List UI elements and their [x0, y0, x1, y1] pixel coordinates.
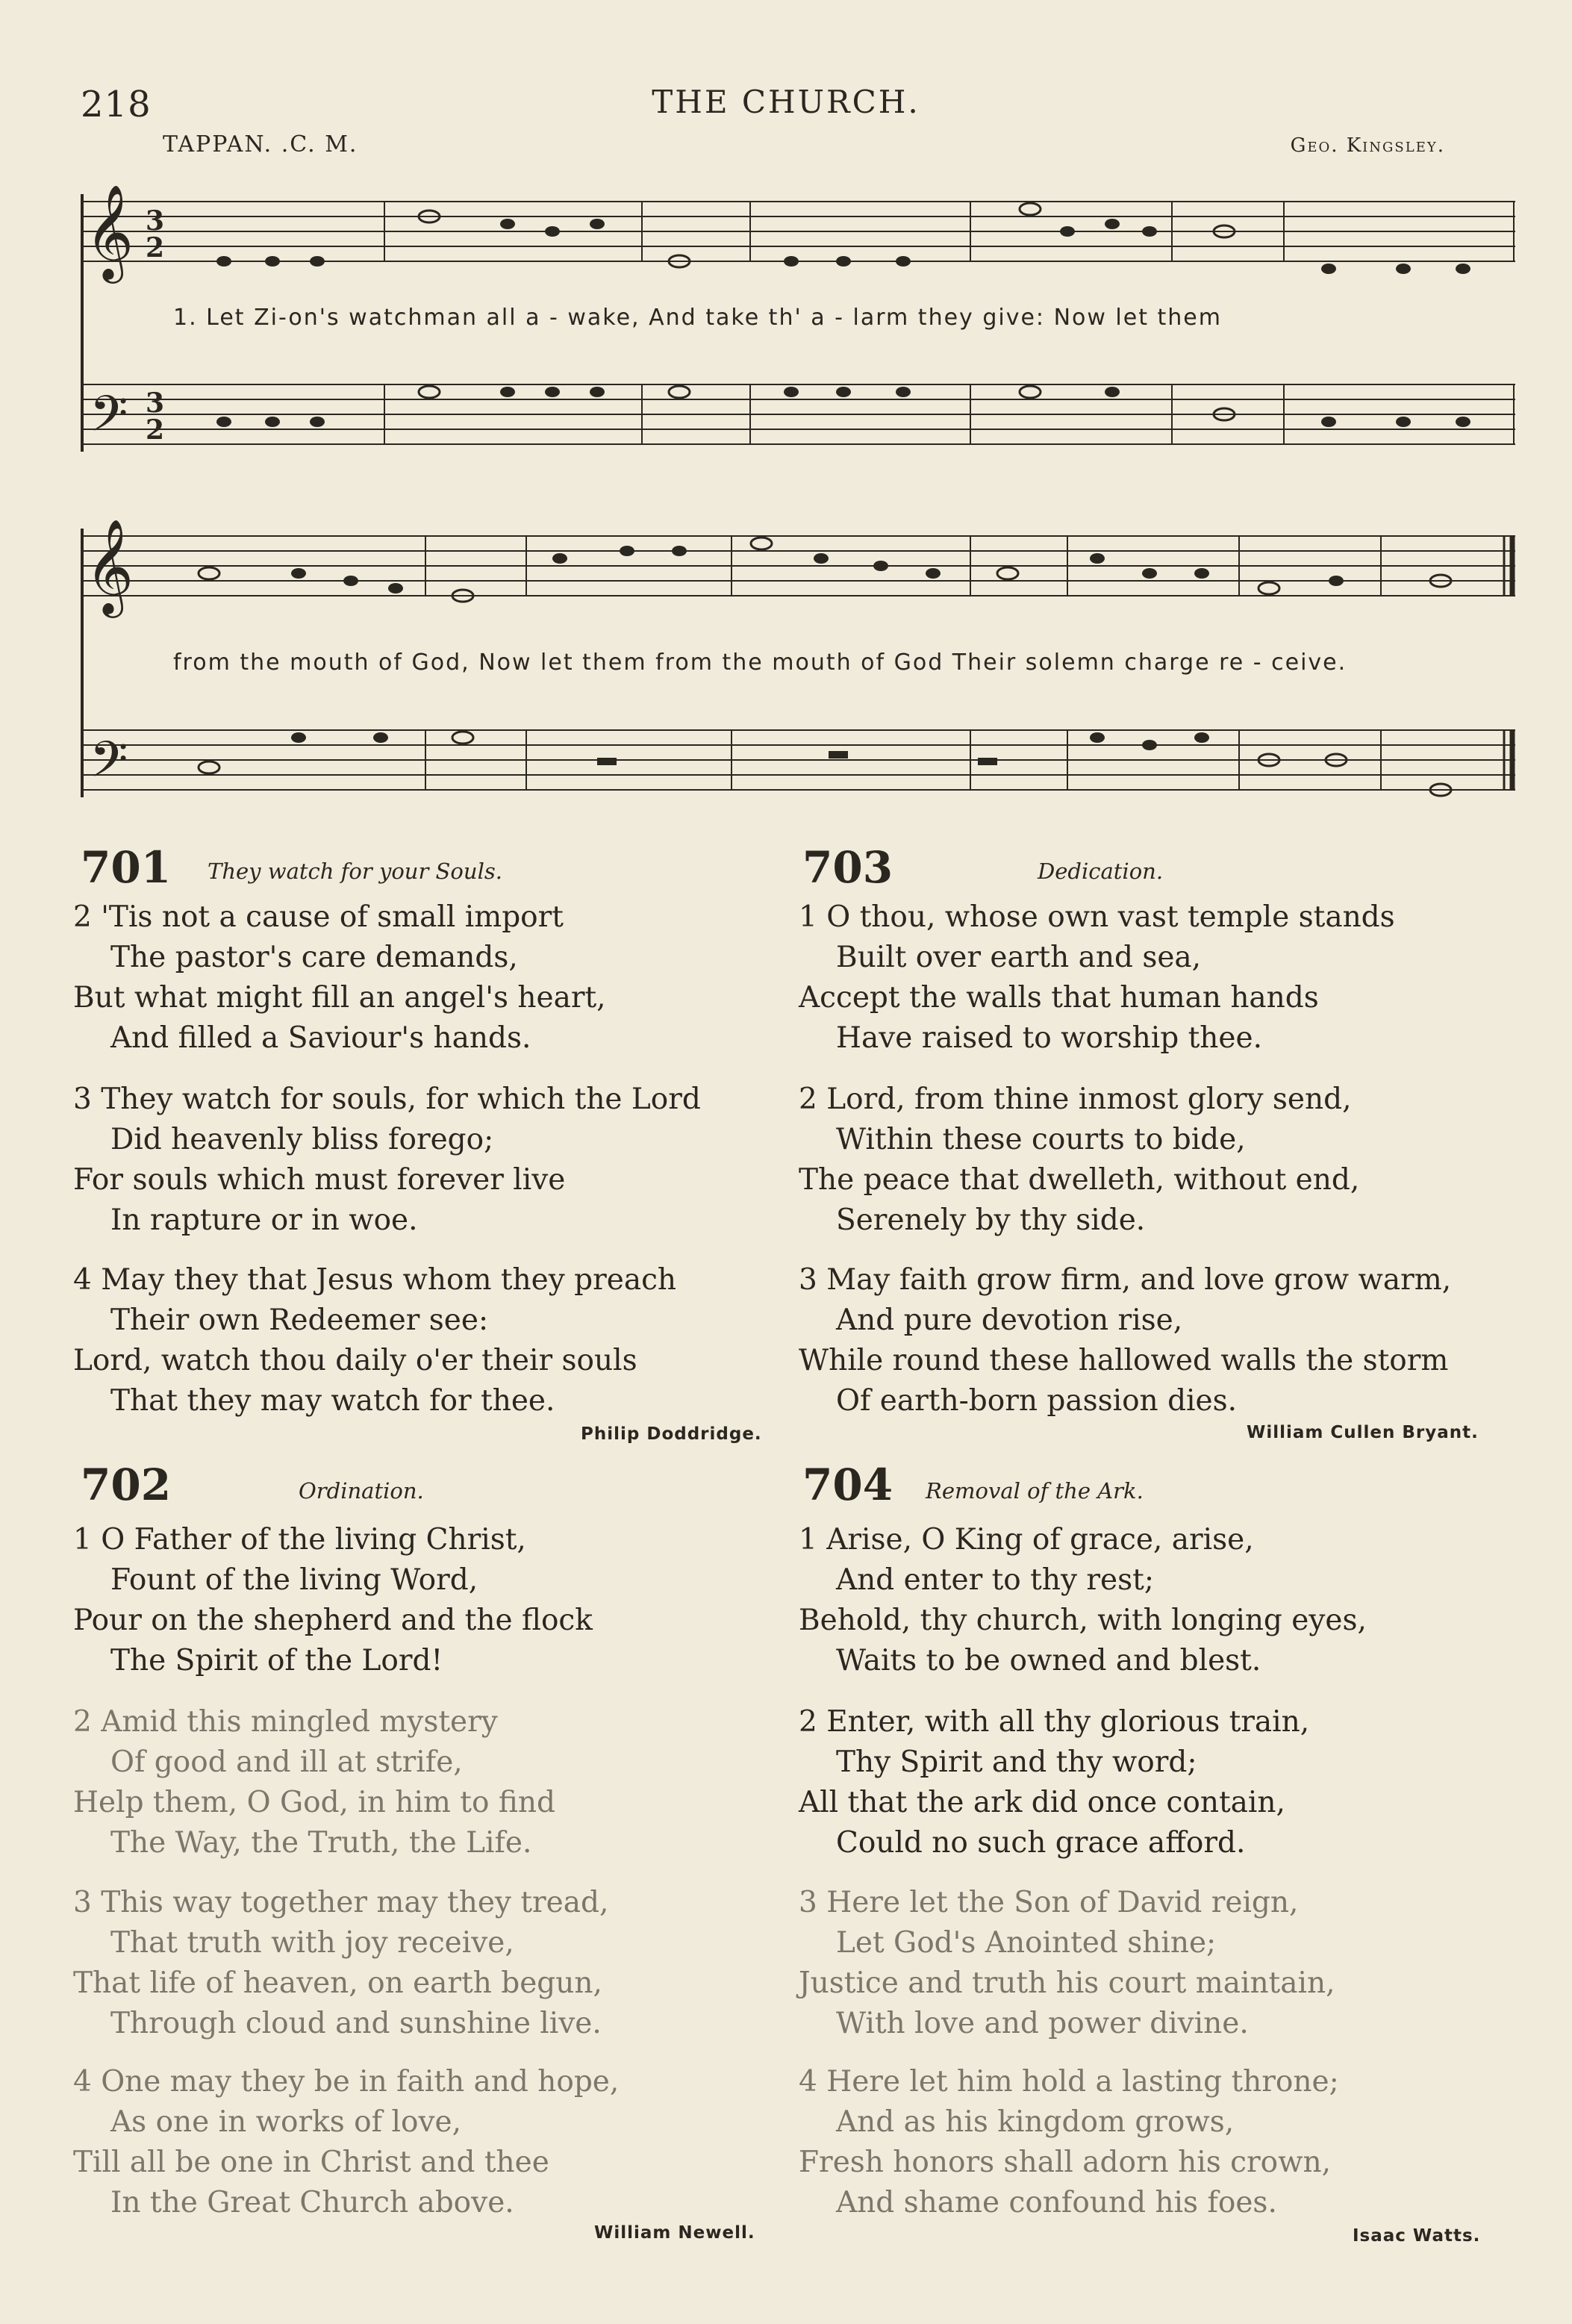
verse-line: With love and power divine.: [836, 2007, 1249, 2040]
svg-text:3: 3: [146, 205, 165, 237]
composer: Geo. Kingsley.: [1290, 134, 1445, 157]
verse-line: The Way, the Truth, the Life.: [110, 1826, 532, 1860]
svg-text:3: 3: [146, 387, 165, 419]
verse-line: And pure devotion rise,: [836, 1303, 1183, 1337]
hymn-title: They watch for your Souls.: [208, 859, 502, 884]
hymn-704-stanza-2: [799, 1702, 1309, 1863]
verse-line: Lord, watch thou daily o'er their souls: [73, 1344, 637, 1377]
verse-line: Have raised to worship thee.: [836, 1021, 1262, 1055]
hymn-702-stanza-4: [73, 2062, 619, 2223]
verse-line: And shame confound his foes.: [836, 2186, 1277, 2219]
verse-line: The peace that dwelleth, without end,: [799, 1163, 1360, 1197]
verse-line: Could no such grace afford.: [836, 1826, 1246, 1860]
verse-line: 3 This way together may they tread,: [73, 1886, 609, 1919]
verse-line: In the Great Church above.: [110, 2186, 514, 2219]
verse-line: Did heavenly bliss forego;: [110, 1123, 494, 1156]
verse-line: Of earth-born passion dies.: [836, 1384, 1237, 1418]
hymn-703-stanza-1: [799, 897, 1395, 1059]
verse-line: And as his kingdom grows,: [836, 2105, 1235, 2139]
verse-line: 3 They watch for souls, for which the Lord: [73, 1082, 701, 1116]
hymn-701-stanza-2: [73, 897, 606, 1059]
hymn-704-stanza-3: [799, 1883, 1335, 2044]
verse-line: But what might fill an angel's heart,: [73, 981, 606, 1015]
hymn-number: 701: [81, 842, 172, 893]
hymn-702-stanza-2: [73, 1702, 555, 1863]
verse-line: 3 Here let the Son of David reign,: [799, 1886, 1299, 1919]
svg-text:𝄞: 𝄞: [85, 518, 134, 614]
verse-line: And enter to thy rest;: [836, 1563, 1154, 1597]
verse-line: The Spirit of the Lord!: [110, 1644, 443, 1677]
svg-text:2: 2: [146, 232, 165, 264]
hymn-title: Dedication.: [1038, 859, 1164, 884]
verse-line: Built over earth and sea,: [836, 941, 1202, 974]
verse-line: The pastor's care demands,: [110, 941, 518, 974]
hymn-number: 704: [802, 1459, 893, 1510]
hymn-704-stanza-1: [799, 1520, 1367, 1681]
running-head: THE CHURCH.: [652, 84, 920, 120]
verse-line: Serenely by thy side.: [836, 1203, 1146, 1237]
verse-line: Thy Spirit and thy word;: [836, 1745, 1197, 1779]
verse-line: That they may watch for thee.: [110, 1384, 555, 1418]
verse-line: 3 May faith grow firm, and love grow warm,: [799, 1263, 1452, 1297]
hymn-704-stanza-4: [799, 2062, 1339, 2223]
hymn-author: Isaac Watts.: [1353, 2226, 1481, 2246]
verse-line: While round these hallowed walls the storm: [799, 1344, 1449, 1377]
hymn-702-stanza-1: [73, 1520, 593, 1681]
hymn-title: Removal of the Ark.: [926, 1478, 1144, 1504]
hymn-701-stanza-3: [73, 1080, 701, 1241]
hymn-number: 702: [81, 1459, 172, 1510]
verse-line: In rapture or in woe.: [110, 1203, 418, 1237]
page-number: 218: [81, 84, 152, 125]
verse-line: That truth with joy receive,: [110, 1926, 514, 1960]
verse-line: Within these courts to bide,: [836, 1123, 1246, 1156]
verse-line: 4 Here let him hold a lasting throne;: [799, 2065, 1339, 2099]
verse-line: All that the ark did once contain,: [799, 1786, 1285, 1819]
verse-line: Justice and truth his court maintain,: [799, 1966, 1335, 2000]
verse-line: 1 O Father of the living Christ,: [73, 1523, 526, 1557]
svg-text:𝄢: 𝄢: [90, 385, 128, 455]
hymn-number: 703: [802, 842, 893, 893]
hymn-703-stanza-3: [799, 1260, 1451, 1421]
verse-line: Waits to be owned and blest.: [836, 1644, 1261, 1677]
verse-line: For souls which must forever live: [73, 1163, 566, 1197]
svg-text:2: 2: [146, 414, 165, 446]
lyrics-line-1: 1. Let Zi-on's watchman all a - wake, And take th' a - larm they give: Now let them: [173, 305, 1222, 331]
svg-text:𝄞: 𝄞: [85, 184, 134, 279]
verse-line: 2 Amid this mingled mystery: [73, 1705, 498, 1739]
verse-line: 2 Lord, from thine inmost glory send,: [799, 1082, 1352, 1116]
verse-line: Till all be one in Christ and thee: [73, 2146, 549, 2179]
verse-line: Of good and ill at strife,: [110, 1745, 463, 1779]
hymn-author: William Newell.: [594, 2223, 755, 2243]
hymn-author: William Cullen Bryant.: [1247, 1423, 1479, 1442]
verse-line: Accept the walls that human hands: [799, 981, 1319, 1015]
verse-line: Fount of the living Word,: [110, 1563, 478, 1597]
verse-line: 4 May they that Jesus whom they preach: [73, 1263, 677, 1297]
verse-line: And filled a Saviour's hands.: [110, 1021, 531, 1055]
hymn-author: Philip Doddridge.: [581, 1424, 762, 1444]
svg-text:𝄢: 𝄢: [90, 731, 128, 800]
lyrics-line-2: from the mouth of God, Now let them from the mouth of God Their solemn charge re - ceive.: [173, 649, 1347, 676]
verse-line: As one in works of love,: [110, 2105, 461, 2139]
hymn-702-stanza-3: [73, 1883, 608, 2044]
verse-line: Fresh honors shall adorn his crown,: [799, 2146, 1332, 2179]
hymn-title: Ordination.: [299, 1478, 424, 1504]
verse-line: Their own Redeemer see:: [110, 1303, 489, 1337]
verse-line: That life of heaven, on earth begun,: [73, 1966, 602, 2000]
verse-line: Let God's Anointed shine;: [836, 1926, 1217, 1960]
verse-line: Pour on the shepherd and the flock: [73, 1604, 593, 1637]
verse-line: Help them, O God, in him to find: [73, 1786, 555, 1819]
hymn-703-stanza-2: [799, 1080, 1359, 1241]
verse-line: 1 O thou, whose own vast temple stands: [799, 900, 1395, 934]
verse-line: 1 Arise, O King of grace, arise,: [799, 1523, 1254, 1557]
hymn-701-stanza-4: [73, 1260, 676, 1421]
verse-line: Through cloud and sunshine live.: [110, 2007, 602, 2040]
tune-name: TAPPAN. .C. M.: [163, 131, 358, 158]
verse-line: 4 One may they be in faith and hope,: [73, 2065, 620, 2099]
verse-line: 2 'Tis not a cause of small import: [73, 900, 564, 934]
verse-line: Behold, thy church, with longing eyes,: [799, 1604, 1367, 1637]
verse-line: 2 Enter, with all thy glorious train,: [799, 1705, 1310, 1739]
